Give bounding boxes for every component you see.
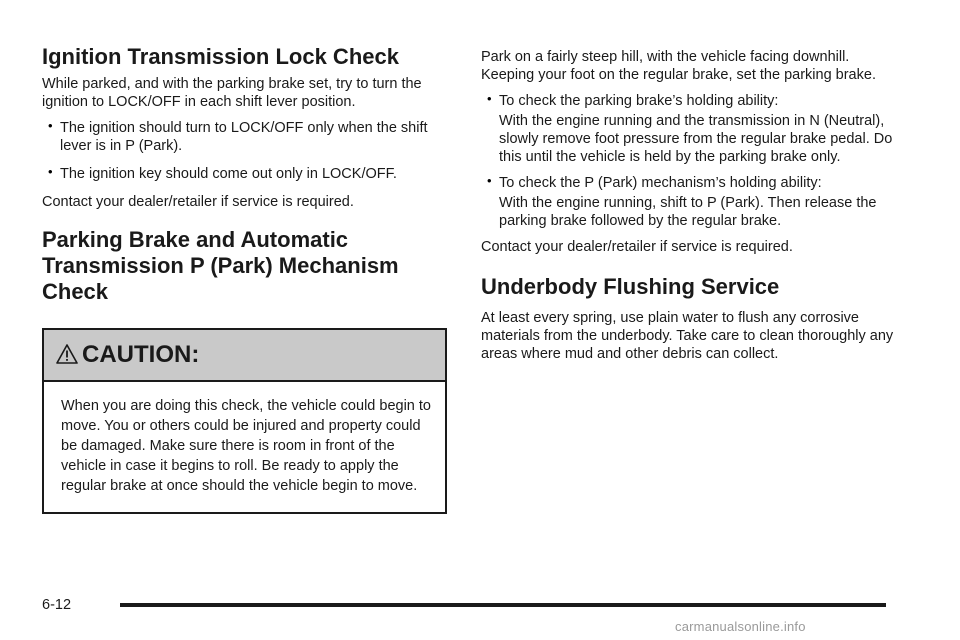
bullet-icon: •	[487, 91, 492, 106]
parking-brake-heading-line2: Transmission P (Park) Mechanism	[42, 253, 399, 278]
ignition-contact-text: Contact your dealer/retailer if service is required.	[42, 194, 354, 210]
list-item	[481, 174, 901, 230]
ignition-lock-list	[42, 119, 448, 183]
list-item-lead: To check the P (Park) mechanism’s holding ability:	[499, 175, 822, 191]
underbody-text: At least every spring, use plain water to flush any corrosive materials from the underbody. Take care to clean thoroughly any areas where mud and other debris can collect.	[481, 310, 894, 362]
underbody-heading: Underbody Flushing Service	[481, 274, 780, 299]
list-item	[42, 165, 448, 183]
parking-brake-heading-line1: Parking Brake and Automatic	[42, 227, 349, 252]
caution-box	[42, 328, 447, 514]
parking-brake-contact-text: Contact your dealer/retailer if service is required.	[481, 239, 793, 255]
parking-brake-list	[481, 92, 901, 230]
list-item-text: The ignition key should come out only in LOCK/OFF.	[60, 166, 397, 182]
caution-text: When you are doing this check, the vehicle could begin to move. You or others could be injured and property could be damaged. Make sure there is room in front of the vehicle in case it begins to roll. Be ready to apply the regular brake at once should the vehicle begin to move.	[61, 398, 431, 494]
bullet-icon: •	[48, 118, 53, 133]
caution-header	[44, 330, 445, 382]
left-column	[42, 44, 448, 514]
list-item-detail: With the engine running and the transmission in N (Neutral), slowly remove foot pressure from the regular brake pedal. Do this until the vehicle is held by the parking brake only.	[499, 113, 893, 165]
parking-brake-heading	[42, 227, 448, 305]
ignition-lock-intro: While parked, and with the parking brake set, try to turn the ignition to LOCK/OFF in each shift lever position.	[42, 76, 422, 110]
parking-brake-heading-line3: Check	[42, 279, 109, 304]
page-number: 6-12	[42, 597, 72, 613]
caution-body	[44, 382, 445, 512]
ignition-lock-heading: Ignition Transmission Lock Check	[42, 44, 399, 69]
bullet-icon: •	[48, 164, 53, 179]
caution-title: CAUTION:	[82, 341, 200, 368]
parking-brake-intro: Park on a fairly steep hill, with the vehicle facing downhill. Keeping your foot on the regular brake, set the parking brake.	[481, 49, 876, 83]
footer-divider	[120, 603, 886, 607]
list-item-detail: With the engine running, shift to P (Park). Then release the parking brake followed by the regular brake.	[499, 195, 877, 229]
list-item	[481, 92, 901, 166]
list-item-text: The ignition should turn to LOCK/OFF only when the shift lever is in P (Park).	[60, 120, 428, 154]
bullet-icon: •	[487, 173, 492, 188]
watermark-text: carmanualsonline.info	[675, 619, 806, 634]
warning-triangle-icon	[56, 343, 78, 365]
list-item	[42, 119, 448, 155]
right-column	[481, 48, 901, 363]
list-item-lead: To check the parking brake’s holding ability:	[499, 93, 779, 109]
